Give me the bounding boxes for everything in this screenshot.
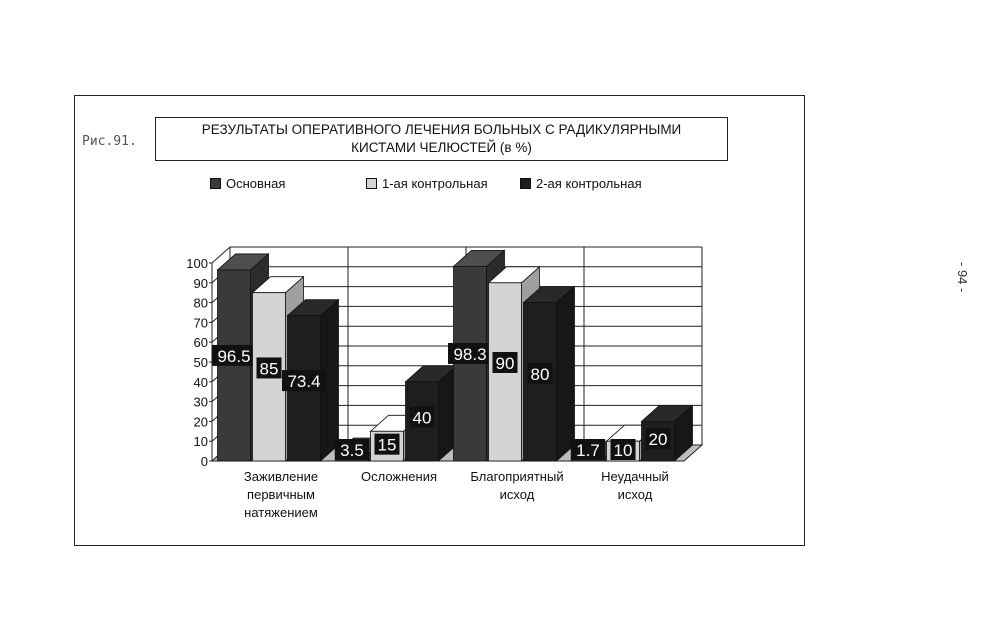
bar-side (557, 287, 575, 461)
x-category-label: первичным (247, 487, 315, 502)
y-tick-label: 40 (193, 374, 208, 390)
legend-label-series-3: 2-ая контрольная (536, 176, 642, 191)
page-number: - 94 - (955, 262, 970, 293)
y-tick-label: 80 (193, 295, 208, 311)
legend-label-series-1: Основная (226, 176, 286, 191)
data-label: 20 (648, 430, 668, 450)
y-tick-label: 100 (186, 256, 208, 271)
y-tick-label: 60 (193, 335, 208, 351)
x-category-label: Осложнения (360, 469, 438, 484)
data-label: 15 (377, 435, 397, 455)
y-tick-label: 90 (193, 275, 208, 291)
gridline-side (212, 247, 230, 263)
data-label: 80 (530, 364, 550, 384)
y-tick-label: 70 (193, 315, 208, 331)
data-label: 73.4 (287, 372, 321, 392)
legend-label-series-2: 1-ая контрольная (382, 176, 488, 191)
y-tick-label: 10 (193, 434, 208, 450)
y-tick-label: 30 (193, 394, 208, 410)
data-label: 98.3 (453, 344, 487, 364)
data-label: 40 (412, 408, 432, 428)
x-category-label: Благоприятный (470, 469, 564, 484)
y-tick-label: 20 (193, 414, 208, 430)
x-category-label: Неудачный (601, 469, 669, 484)
y-tick-label: 0 (200, 454, 208, 469)
chart-title-line-1: РЕЗУЛЬТАТЫ ОПЕРАТИВНОГО ЛЕЧЕНИЯ БОЛЬНЫХ С РАДИКУЛЯРНЫМИ (201, 122, 682, 137)
figure-label: Рис.91. (82, 134, 137, 149)
x-category-label: исход (499, 487, 535, 502)
y-tick-label: 50 (193, 355, 208, 370)
x-category-label: натяжением (244, 505, 318, 520)
data-label: 96.5 (217, 346, 251, 366)
chart-title-line-2: КИСТАМИ ЧЕЛЮСТЕЙ (в %) (351, 140, 532, 155)
x-category-label: исход (617, 487, 653, 502)
data-label: 10 (613, 441, 633, 460)
data-label: 90 (495, 353, 515, 373)
data-label: 85 (259, 359, 279, 379)
x-category-label: Заживление (243, 469, 319, 484)
data-label: 3.5 (340, 441, 364, 460)
data-label: 1.7 (576, 441, 600, 460)
